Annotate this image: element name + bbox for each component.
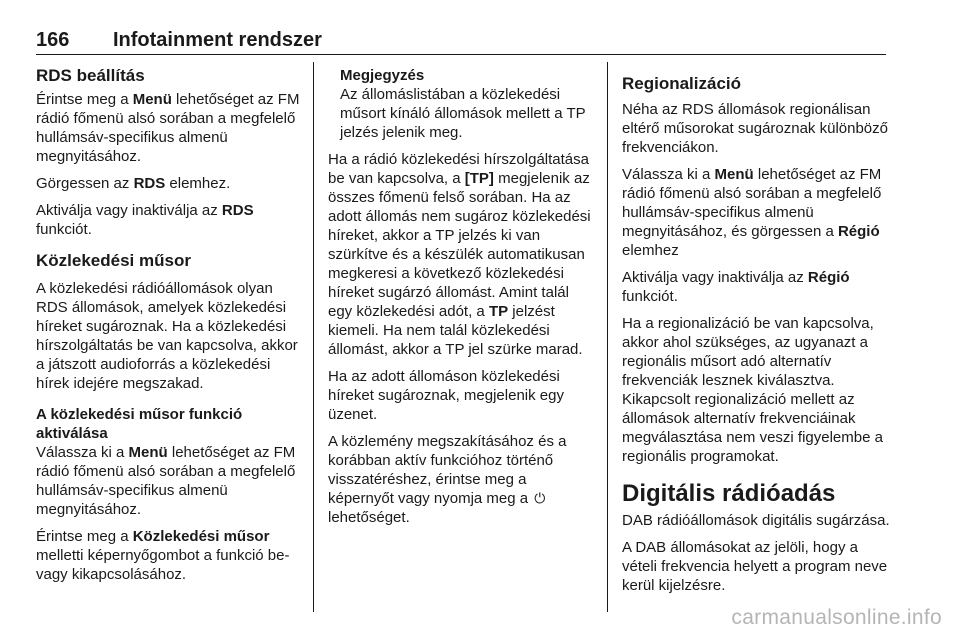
ui-term-tp: TP: [488, 303, 509, 320]
paragraph: DAB rádióállomások digitális sugárzása.: [622, 512, 890, 529]
paragraph: A közlekedési rádióállomások olyan RDS állomások, amelyek közlekedési híreket sugároznak. Ha a közlekedési hírszolgáltatás be van kapcsolva, akkor a játszott audioforrás a közlekedési hírek idejére megszakad.: [36, 280, 298, 392]
section-title-regionalization: Regionalizáció: [622, 74, 742, 93]
paragraph: Néha az RDS állomások regionálisan eltérő műsorokat sugároznak különböző frekvenciákon.: [622, 101, 888, 156]
note-box: [340, 66, 592, 142]
column-1: [36, 66, 300, 592]
ui-term-rds: RDS: [133, 175, 166, 192]
paragraph: Görgessen az RDS elemhez.: [36, 175, 231, 192]
paragraph: Ha a rádió közlekedési hírszolgáltatása be van kapcsolva, a [TP] megjelenik az összes főmenü felső sorában. Ha az adott állomás nem sugároz közlekedési híreket, akkor a TP jelzés ki van szürkítve és a készülék automatikusan megkeresi a következő közlekedési híreket sugárzó állomást. Amint talál egy közlekedési adót, a TP jelzést kiemeli. Ha nem talál közlekedési állomást, akkor a TP jel szürke marad.: [328, 151, 591, 358]
page-title: Infotainment rendszer: [113, 29, 322, 51]
column-3: [622, 66, 890, 603]
paragraph: Aktiválja vagy inaktiválja az RDS funkciót.: [36, 202, 254, 238]
watermark: carmanualsonline.info: [731, 606, 942, 629]
page-number: 166: [36, 29, 70, 51]
ui-term-rds: RDS: [221, 202, 254, 219]
paragraph: Válassza ki a Menü lehetőséget az FM rádió főmenü alsó sorában a megfelelő hullámsáv-specifikus almenü megnyitásához.: [36, 444, 296, 518]
column-divider-1: [313, 62, 314, 612]
note-title: Megjegyzés: [340, 67, 425, 84]
paragraph: Aktiválja vagy inaktiválja az Régió funkciót.: [622, 269, 850, 305]
section-title-rds: RDS beállítás: [36, 66, 145, 85]
ui-term-menu: Menü: [132, 91, 172, 108]
ui-term-tp-bracket: [TP]: [464, 170, 494, 187]
paragraph: A közlemény megszakításához és a korábban aktív funkcióhoz történő visszatéréshez, érintse meg a képernyőt vagy nyomja meg a ⏻ lehetőséget.: [328, 433, 567, 526]
power-icon: ⏻: [534, 490, 546, 506]
paragraph: Érintse meg a Menü lehetőséget az FM rádió főmenü alsó sorában a megfelelő hullámsáv-specifikus almenü megnyitásához.: [36, 91, 300, 165]
ui-term-traffic-program: Közlekedési műsor: [132, 528, 270, 545]
page-header: [36, 28, 886, 55]
paragraph: Ha az adott állomáson közlekedési híreket sugároznak, megjelenik egy üzenet.: [328, 368, 564, 423]
column-2: [328, 66, 592, 535]
ui-term-region: Régió: [837, 223, 880, 240]
paragraph: A DAB állomásokat az jelöli, hogy a vételi frekvencia helyett a program neve kerül kijelzésre.: [622, 539, 888, 594]
ui-term-menu: Menü: [128, 444, 168, 461]
section-title-dab: Digitális rádióadás: [622, 480, 836, 507]
paragraph: Érintse meg a Közlekedési műsor melletti képernyőgombot a funkció be- vagy kikapcsolásához.: [36, 528, 290, 583]
ui-term-menu: Menü: [714, 166, 754, 183]
ui-term-region: Régió: [807, 269, 850, 286]
subsection-title-activate: A közlekedési műsor funkció aktiválása: [36, 406, 243, 442]
section-title-traffic: Közlekedési műsor: [36, 251, 191, 270]
paragraph: Ha a regionalizáció be van kapcsolva, akkor ahol szükséges, az ugyanazt a regionális műsort adó alternatív frekvenciák lesznek kiválasztva. Kikapcsolt regionalizáció mellett az állomások alternatív frekvenciáinak megválasztása nem veszi figyelembe a regionális programokat.: [622, 315, 883, 465]
column-divider-2: [607, 62, 608, 612]
note-text: Az állomáslistában a közlekedési műsort kínáló állomások mellett a TP jelzés jelenik meg.: [340, 86, 586, 141]
paragraph: Válassza ki a Menü lehetőséget az FM rádió főmenü alsó sorában a megfelelő hullámsáv-specifikus almenü megnyitásához, és görgessen a Régió elemhez: [622, 166, 882, 259]
